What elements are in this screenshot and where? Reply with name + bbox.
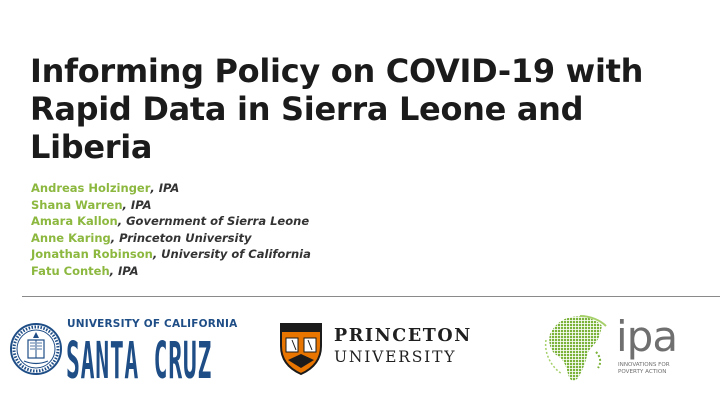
ucsc-top-text: UNIVERSITY OF CALIFORNIA	[67, 318, 238, 330]
author-name: Amara Kallon	[31, 214, 118, 228]
ucsc-main-text: SANTA CRUZ	[66, 330, 213, 391]
author-line	[31, 180, 311, 197]
princeton-logo	[278, 318, 488, 378]
princeton-shield-icon	[278, 320, 324, 376]
author-line	[31, 230, 311, 247]
author-affiliation: , Government of Sierra Leone	[117, 214, 310, 228]
ipa-tagline	[618, 362, 670, 376]
ipa-logo	[540, 312, 685, 387]
author-name: Andreas Holzinger	[31, 181, 151, 195]
ipa-wordmark: ipa	[616, 312, 678, 361]
author-name: Shana Warren	[31, 197, 123, 212]
author-line	[31, 197, 311, 214]
divider	[22, 296, 720, 297]
author-name: Jonathan Robinson	[31, 247, 153, 261]
princeton-subtitle: UNIVERSITY	[334, 348, 457, 366]
author-line	[31, 246, 311, 263]
author-affiliation: , Princeton University	[110, 230, 252, 245]
ipa-tagline-line1: INNOVATIONS FOR	[618, 362, 670, 368]
author-affiliation: , University of California	[152, 247, 311, 261]
author-line	[31, 263, 311, 280]
author-name: Fatu Conteh	[31, 263, 110, 278]
author-list	[31, 180, 311, 279]
ucsc-seal-icon	[10, 319, 62, 379]
slide-title: Informing Policy on COVID-19 with Rapid Data in Sierra Leone and Liberia	[30, 52, 644, 166]
ucsc-logo	[10, 316, 238, 391]
author-line	[31, 213, 311, 230]
author-affiliation: , IPA	[150, 181, 180, 195]
author-name: Anne Karing	[31, 230, 111, 245]
globe-icon	[540, 312, 612, 386]
author-affiliation: , IPA	[122, 197, 152, 212]
author-affiliation: , IPA	[109, 263, 139, 278]
princeton-name: PRINCETON	[334, 326, 472, 346]
ipa-tagline-line2: POVERTY ACTION	[618, 369, 667, 375]
